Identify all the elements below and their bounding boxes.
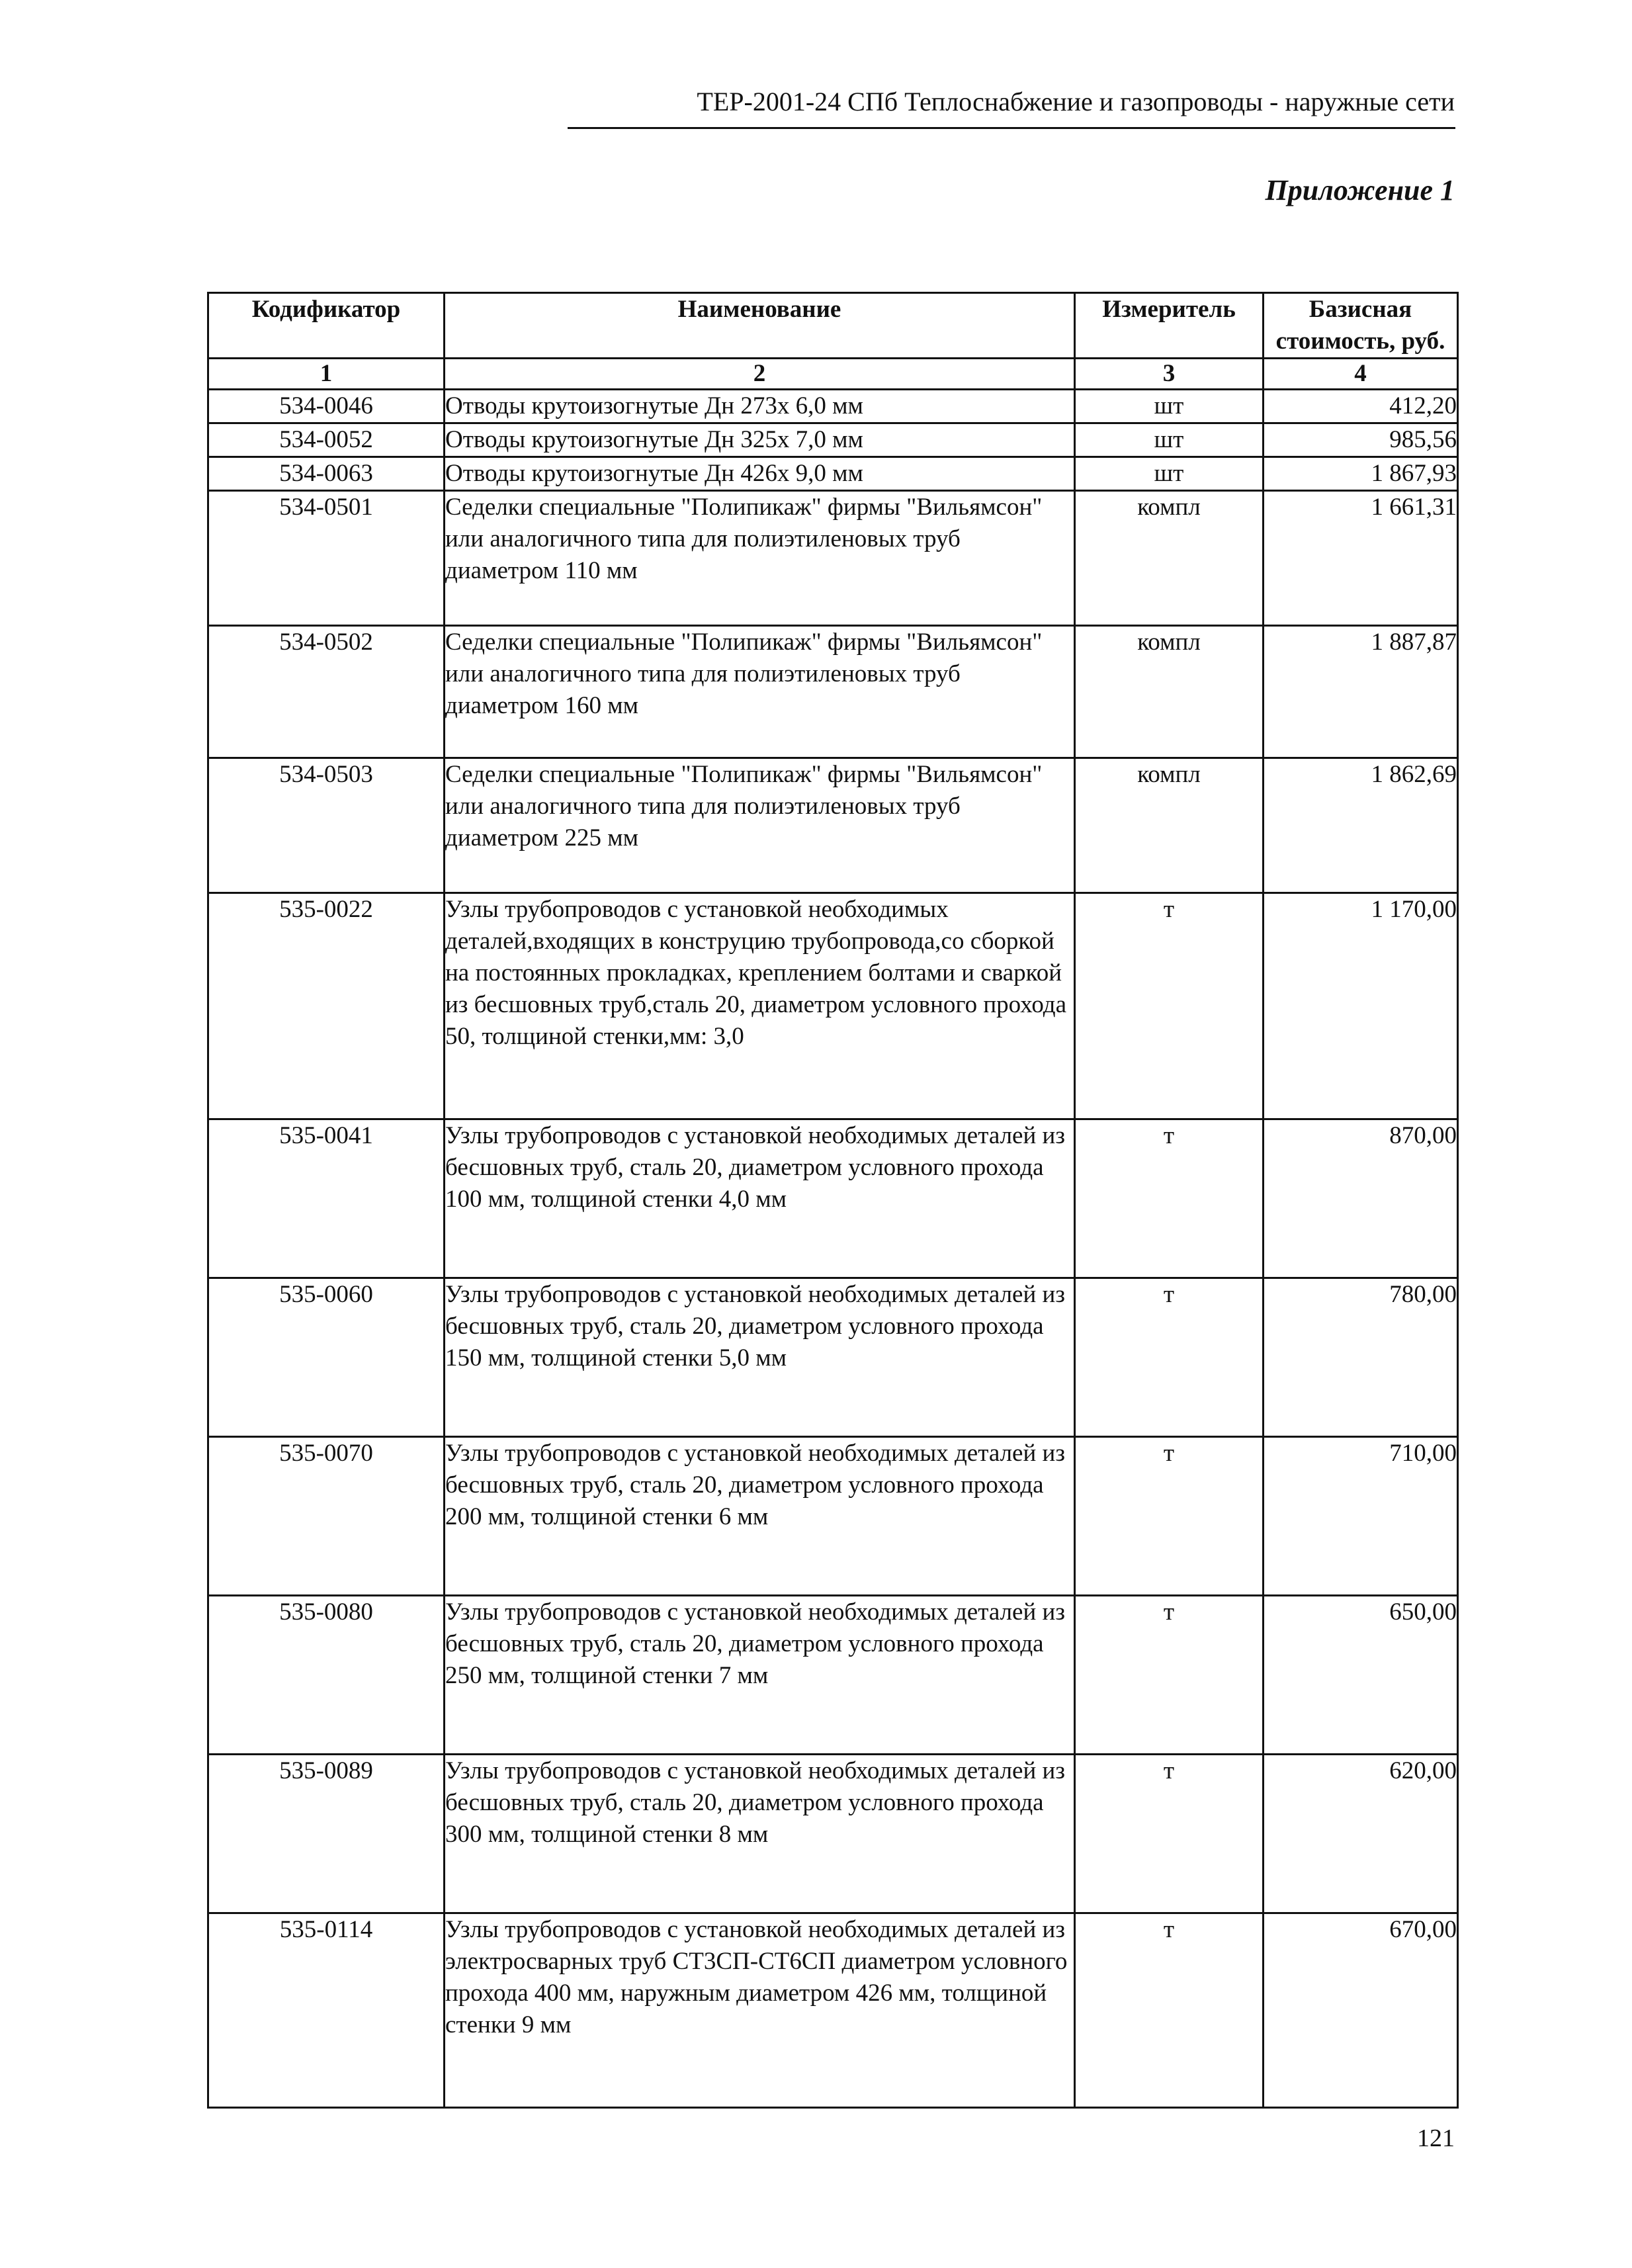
cell-code: 535-0114 [208,1913,445,2108]
cell-unit: т [1075,1755,1264,1913]
column-number: 2 [445,359,1075,390]
column-header-code: Кодификатор [208,293,445,359]
cell-name: Узлы трубопроводов с установкой необходимых деталей из бесшовных труб, сталь 20, диаметром условного прохода 100 мм, толщиной стенки 4,0 мм [445,1119,1075,1278]
column-number: 3 [1075,359,1264,390]
cell-code: 534-0501 [208,491,445,626]
table-header-row [208,293,1458,359]
cell-unit: т [1075,1596,1264,1755]
document-title: ТЕР-2001-24 СПб Теплоснабжение и газопроводы - наружные сети [697,87,1455,116]
cell-name: Узлы трубопроводов с установкой необходимых деталей из бесшовных труб, сталь 20, диаметром условного прохода 150 мм, толщиной стенки 5,0 мм [445,1278,1075,1437]
cell-code: 535-0060 [208,1278,445,1437]
table-row [208,491,1458,626]
cell-code: 535-0022 [208,893,445,1119]
cell-code: 534-0063 [208,457,445,491]
cell-price: 1 887,87 [1264,626,1458,758]
cell-code: 535-0041 [208,1119,445,1278]
column-number-row [208,359,1458,390]
cell-code: 535-0089 [208,1755,445,1913]
price-table [207,292,1459,2109]
cell-code: 534-0503 [208,758,445,893]
cell-unit: шт [1075,390,1264,423]
cell-name: Седелки специальные "Полипикаж" фирмы "Вильямсон" или аналогичного типа для полиэтиленовых труб диаметром 160 мм [445,626,1075,758]
cell-name: Отводы крутоизогнутые Дн 426х 9,0 мм [445,457,1075,491]
table-row [208,390,1458,423]
cell-code: 534-0502 [208,626,445,758]
table-row [208,1596,1458,1755]
cell-name: Узлы трубопроводов с установкой необходимых деталей из бесшовных труб, сталь 20, диаметром условного прохода 200 мм, толщиной стенки 6 мм [445,1437,1075,1596]
cell-name: Отводы крутоизогнутые Дн 273х 6,0 мм [445,390,1075,423]
cell-name: Узлы трубопроводов с установкой необходимых деталей,входящих в конструцию трубопровода,со сборкой на постоянных прокладках, креплением болтами и сваркой из бесшовных труб,сталь 20, диаметром условного прохода 50, толщиной стенки,мм: 3,0 [445,893,1075,1119]
cell-name: Узлы трубопроводов с установкой необходимых деталей из электросварных труб СТ3СП-СТ6СП диаметром условного прохода 400 мм, наружным диаметром 426 мм, толщиной стенки 9 мм [445,1913,1075,2108]
cell-name: Седелки специальные "Полипикаж" фирмы "Вильямсон" или аналогичного типа для полиэтиленовых труб диаметром 225 мм [445,758,1075,893]
cell-unit: т [1075,893,1264,1119]
cell-unit: компл [1075,626,1264,758]
cell-name: Узлы трубопроводов с установкой необходимых деталей из бесшовных труб, сталь 20, диаметром условного прохода 300 мм, толщиной стенки 8 мм [445,1755,1075,1913]
cell-price: 1 170,00 [1264,893,1458,1119]
page-number: 121 [1417,2124,1455,2152]
cell-unit: т [1075,1119,1264,1278]
column-number: 1 [208,359,445,390]
cell-unit: шт [1075,423,1264,457]
cell-price: 780,00 [1264,1278,1458,1437]
cell-price: 620,00 [1264,1755,1458,1913]
cell-price: 985,56 [1264,423,1458,457]
table-row [208,893,1458,1119]
cell-unit: т [1075,1913,1264,2108]
cell-price: 1 661,31 [1264,491,1458,626]
table-row [208,626,1458,758]
cell-unit: шт [1075,457,1264,491]
cell-code: 535-0080 [208,1596,445,1755]
cell-code: 534-0046 [208,390,445,423]
table-row [208,1755,1458,1913]
cell-name: Узлы трубопроводов с установкой необходимых деталей из бесшовных труб, сталь 20, диаметром условного прохода 250 мм, толщиной стенки 7 мм [445,1596,1075,1755]
cell-code: 534-0052 [208,423,445,457]
table-row [208,1437,1458,1596]
table-row [208,457,1458,491]
cell-price: 1 867,93 [1264,457,1458,491]
cell-unit: компл [1075,491,1264,626]
cell-unit: т [1075,1278,1264,1437]
column-header-price: Базисная стоимость, руб. [1264,293,1458,359]
cell-price: 650,00 [1264,1596,1458,1755]
cell-unit: т [1075,1437,1264,1596]
cell-unit: компл [1075,758,1264,893]
table-row [208,1913,1458,2108]
cell-price: 710,00 [1264,1437,1458,1596]
cell-price: 870,00 [1264,1119,1458,1278]
appendix-label: Приложение 1 [1265,174,1455,206]
column-header-name: Наименование [445,293,1075,359]
cell-price: 412,20 [1264,390,1458,423]
header-divider [568,127,1455,129]
column-number: 4 [1264,359,1458,390]
cell-price: 670,00 [1264,1913,1458,2108]
cell-price: 1 862,69 [1264,758,1458,893]
table-row [208,1278,1458,1437]
cell-name: Отводы крутоизогнутые Дн 325х 7,0 мм [445,423,1075,457]
table-row [208,1119,1458,1278]
cell-name: Седелки специальные "Полипикаж" фирмы "Вильямсон" или аналогичного типа для полиэтиленовых труб диаметром 110 мм [445,491,1075,626]
cell-code: 535-0070 [208,1437,445,1596]
table-row [208,423,1458,457]
column-header-unit: Измеритель [1075,293,1264,359]
table-row [208,758,1458,893]
